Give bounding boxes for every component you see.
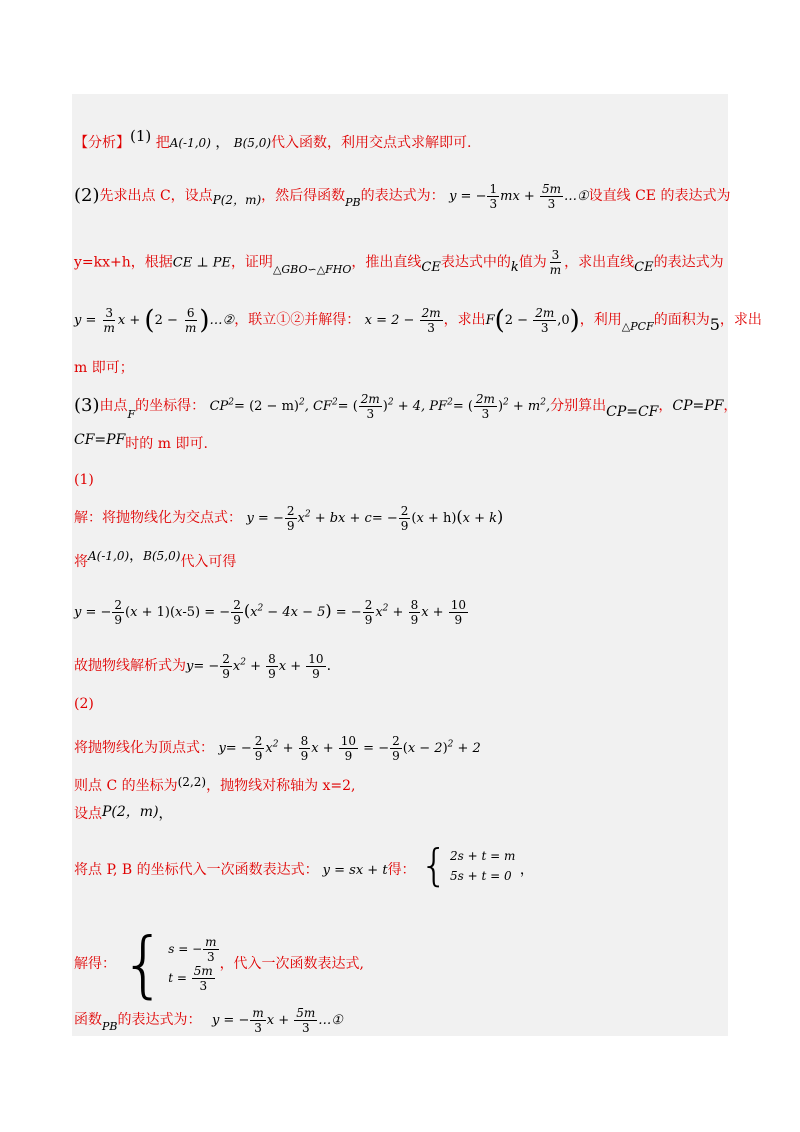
text: ，联立①②并解得： [234, 312, 361, 328]
line-ce-form: y=kx+h [74, 254, 131, 271]
k-label: k [510, 259, 519, 275]
point-a: A(-1,0) [169, 136, 211, 150]
pb-label: PB [345, 196, 361, 209]
analysis-line-4 [74, 306, 762, 335]
point-c: (2,2) [177, 775, 207, 789]
text: 设直线 CE 的表达式为 [588, 188, 731, 204]
text: 表达式中的 [440, 254, 511, 271]
vertex-form: y= − $\frac{2}{9}$ $x^2$ + $\frac{8}{9}$ x + $\frac{10}{9}$ = − $\frac{2}{9}$ $(x - 2)^2 + 2$ [218, 734, 481, 763]
text: ，代入一次函数表达式, [219, 956, 365, 972]
triangle-pcf: △PCF [621, 320, 654, 333]
analysis-tag: 【分析】 [74, 135, 130, 151]
slope-value: $\frac{3}{m}$ [549, 248, 562, 277]
x-solution: x = 2 − $\frac{2m}{3}$ [364, 306, 441, 335]
f-label: F [127, 408, 136, 421]
text: ，根据 [130, 254, 173, 271]
text: 的表达式为 [653, 254, 724, 271]
text: 的表达式为： [117, 1012, 202, 1028]
text: 代入可得 [180, 554, 237, 570]
text: ，求出 [719, 312, 762, 328]
analysis-line-5 [74, 358, 134, 378]
text: ，求出直线 [564, 254, 635, 271]
text: 把 [155, 135, 170, 151]
pb-expression: y = − $\frac{1}{3}$ mx + $\frac{5m}{3}$ …① [449, 182, 589, 211]
separator: ， [658, 398, 673, 414]
distance-formulas: $CP^2= (2 - m)^2$, $CF^2=$ ( $\frac{2m}{3}$ )$^2$ + 4, $PF^2=$ ( $\frac{2m}{3}$ )$^2 + m^2$, [209, 392, 551, 421]
solution-line-10 [74, 1006, 343, 1035]
solution-line-7: 设点P(2，m)， [74, 804, 173, 822]
text: 的坐标得： [135, 398, 206, 414]
part-2-number: (2) [74, 185, 100, 206]
text: 故抛物线解析式为 [74, 658, 186, 674]
text: ，证明 [230, 254, 273, 271]
solution-part-1-heading [74, 470, 94, 490]
expansion-equation: y = − $\frac{2}{9}$ (x + 1)(x-5) = − $\frac{2}{9}$ $(x^2 - 4x - 5)$ = − $\frac{2}{9}$ $x^2$ + $\frac{8}{9}$ x + $\frac{10}{9}$ [74, 598, 466, 627]
text: 得： [387, 862, 416, 878]
area-value: 5 [709, 315, 720, 334]
text: ，求出 [443, 312, 486, 328]
pb-expression: y = − $\frac{m}{3}$ x + $\frac{5m}{3}$ …① [211, 1006, 343, 1035]
equation-system: { 2s + t = m 5s + t = 0 [420, 840, 516, 891]
separator: ， [723, 398, 738, 414]
linear-function: y = sx + t [322, 863, 388, 878]
separator: ， [129, 548, 144, 564]
system-solution: { s = − $\frac{m}{3}$ t = $\frac{5m}{3}$ [120, 922, 217, 1006]
pb-label: PB [102, 1020, 118, 1033]
solution-line-9 [74, 922, 365, 1006]
point-p: P(2，m) [212, 193, 262, 207]
condition-3: CF=PF [74, 432, 126, 448]
text: (2) [74, 696, 94, 712]
text: 先求出点 C，设点 [99, 188, 213, 204]
solution-line-2 [74, 548, 237, 572]
intercept-form: y = − $\frac{2}{9}$ $x^2$ + bx + c= − $\frac{2}{9}$ (x + h)(x + k) [246, 504, 504, 533]
ce-expression: y = $\frac{3}{m}$ x + (2 − $\frac{6}{m}$ )…② [74, 305, 235, 336]
text: 将点 P, B 的坐标代入一次函数表达式： [74, 862, 319, 878]
condition-1: CP=CF [606, 404, 659, 420]
analysis-line-2 [74, 182, 730, 211]
separator: ， [215, 135, 230, 151]
point-b: B(5,0) [143, 549, 181, 563]
text: ，利用 [579, 312, 622, 328]
solution-part-2-heading [74, 694, 94, 714]
ce-label: CE [634, 259, 654, 275]
text: 值为 [518, 254, 547, 271]
text: 将 [74, 554, 88, 570]
condition-2: CP=PF [672, 398, 724, 414]
analysis-line-7 [74, 434, 208, 454]
analysis-line-3 [74, 248, 724, 277]
text: ，抛物线对称轴为 x=2, [206, 778, 356, 794]
text: 解：将抛物线化为交点式： [74, 510, 242, 526]
analysis-line-6 [74, 392, 737, 421]
text: 解得： [74, 956, 116, 972]
point-p: P(2，m) [102, 804, 159, 820]
text: ，然后得函数 [261, 188, 346, 204]
text: 分别算出 [550, 398, 607, 414]
text: (1) [74, 472, 94, 488]
text: 代入函数，利用交点式求解即可. [271, 135, 472, 151]
ce-label: CE [421, 259, 441, 275]
text: 的面积为 [653, 312, 710, 328]
solution-line-8: 将点 P, B 的坐标代入一次函数表达式： y = sx + t得： { 2s + t = m 5s + t = 0 ， [74, 840, 534, 891]
point-f: F(2 − $\frac{2m}{3}$ ,0) [485, 305, 580, 336]
part-1-number: (1) [130, 127, 152, 145]
text: ，推出直线 [351, 254, 422, 271]
solution-line-4: 故抛物线解析式为y= − $\frac{2}{9}$ $x^2$ + $\frac{8}{9}$ x + $\frac{10}{9}$ . [74, 652, 332, 681]
solution-line-6 [74, 776, 356, 796]
text: 则点 C 的坐标为 [74, 778, 178, 794]
point-b: B(5,0) [233, 136, 272, 150]
part-3-number: (3) [74, 395, 100, 416]
parabola-equation: y= − $\frac{2}{9}$ $x^2$ + $\frac{8}{9}$ x + $\frac{10}{9}$ [186, 652, 324, 681]
text: 时的 m 即可. [125, 436, 208, 452]
analysis-line-1 [74, 127, 472, 153]
perpendicular-condition: CE ⊥ PE [172, 255, 231, 271]
text: 由点 [99, 398, 128, 414]
point-a: A(-1,0) [88, 549, 130, 563]
solution-line-3 [74, 598, 469, 627]
text: 函数 [74, 1012, 102, 1028]
text: 的表达式为： [360, 188, 445, 204]
solution-line-5 [74, 734, 481, 763]
text: 将抛物线化为顶点式： [74, 740, 214, 756]
solution-line-1 [74, 504, 503, 533]
similar-triangles: △GBO∽△FHO [272, 262, 352, 276]
text: m 即可； [74, 360, 134, 376]
text: 设点 [74, 806, 102, 822]
